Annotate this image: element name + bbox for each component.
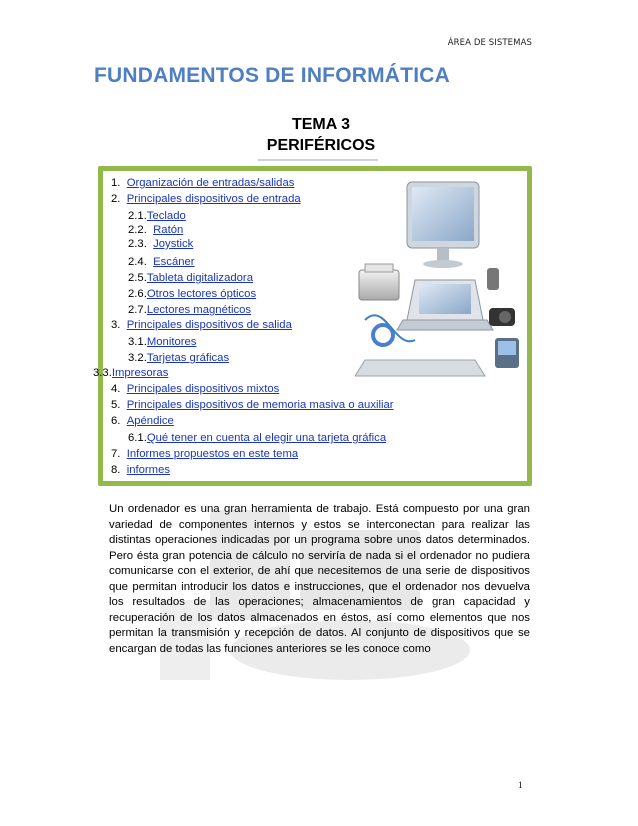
toc-link[interactable]: Otros lectores ópticos [146,288,257,300]
toc-link[interactable]: Principales dispositivos de salida [126,319,292,331]
toc-link[interactable]: Joystick [153,238,194,250]
toc-item-2-7[interactable]: 2.7.Lectores magnéticos [128,304,252,316]
tema-heading [0,114,638,156]
toc-link[interactable]: Tableta digitalizadora [146,272,253,284]
toc-link[interactable]: informes [126,464,171,476]
toc-item-2-2[interactable]: 2.2. Ratón [128,224,184,236]
toc-item-7[interactable]: 7. Informes propuestos en este tema [111,448,299,460]
toc-item-2-1[interactable]: 2.1.Teclado [128,210,186,222]
tema-underline [258,159,378,161]
toc-item-2-6[interactable]: 2.6.Otros lectores ópticos [128,288,257,300]
toc-item-6[interactable]: 6. Apéndice [111,415,174,427]
toc-item-2-3[interactable]: 2.3. Joystick [128,238,194,250]
tema-number: TEMA 3 [291,116,351,133]
toc-item-6-1[interactable]: 6.1.Qué tener en cuenta al elegir una tarjeta gráfica [128,432,387,444]
toc-link[interactable]: Ratón [153,224,184,236]
toc-link[interactable]: Apéndice [126,415,174,427]
toc-link[interactable]: Escáner [153,256,195,268]
toc-link[interactable]: Monitores [146,336,197,348]
tema-subject: PERIFÉRICOS [266,137,376,154]
toc-link[interactable]: Informes propuestos en este tema [126,448,299,460]
page-number: 1 [518,780,523,790]
toc-item-2-5[interactable]: 2.5.Tableta digitalizadora [128,272,253,284]
toc-link[interactable]: Organización de entradas/salidas [126,177,295,189]
toc-item-3-3[interactable]: 3.3.Impresoras [93,367,169,379]
toc-link[interactable]: Tarjetas gráficas [146,352,230,364]
toc-item-2[interactable]: 2. Principales dispositivos de entrada [111,193,301,205]
toc-item-2-4[interactable]: 2.4. Escáner [128,256,195,268]
toc-item-4[interactable]: 4. Principales dispositivos mixtos [111,383,280,395]
header-area-label: ÁREA DE SISTEMAS [447,38,532,48]
toc-item-8[interactable]: 8. informes [111,464,171,476]
toc-link[interactable]: Impresoras [111,367,169,379]
toc-link[interactable]: Principales dispositivos de entrada [126,193,301,205]
toc-item-3[interactable]: 3. Principales dispositivos de salida [111,319,292,331]
toc-item-3-2[interactable]: 3.2.Tarjetas gráficas [128,352,230,364]
document-title: FUNDAMENTOS DE INFORMÁTICA [94,64,450,87]
toc-link[interactable]: Teclado [146,210,186,222]
toc-item-3-1[interactable]: 3.1.Monitores [128,336,197,348]
toc-link[interactable]: Lectores magnéticos [146,304,252,316]
toc-link[interactable]: Principales dispositivos mixtos [126,383,280,395]
computer-peripherals-illustration-icon [355,180,525,380]
toc-item-5[interactable]: 5. Principales dispositivos de memoria masiva o auxiliar [111,399,394,411]
toc-link[interactable]: Qué tener en cuenta al elegir una tarjeta gráfica [146,432,387,444]
intro-paragraph: Un ordenador es una gran herramienta de trabajo. Está compuesto por una gran variedad de componentes internos y estos se interconectan para realizar las distintas operaciones indicadas por un programa sobre unos datos determinados. Pero ésta gran potencia de cálculo no serviría de nada si el ordenador no pudiera comunicarse con el exterior, de ahí que necesitemos de una serie de dispositivos que permitan introducir los datos e instrucciones, que el ordenador nos devuelva los resultados de las operaciones; almacenamientos de gran capacidad y recuperación de los datos almacenados en éstos, así como elementos que nos permitan la transmisión y recepción de datos. Al conjunto de dispositivos que se encargan de todas las funciones anteriores se les conoce como [109,503,530,655]
toc-item-1[interactable]: 1. Organización de entradas/salidas [111,177,295,189]
toc-link[interactable]: Principales dispositivos de memoria masiva o auxiliar [126,399,394,411]
